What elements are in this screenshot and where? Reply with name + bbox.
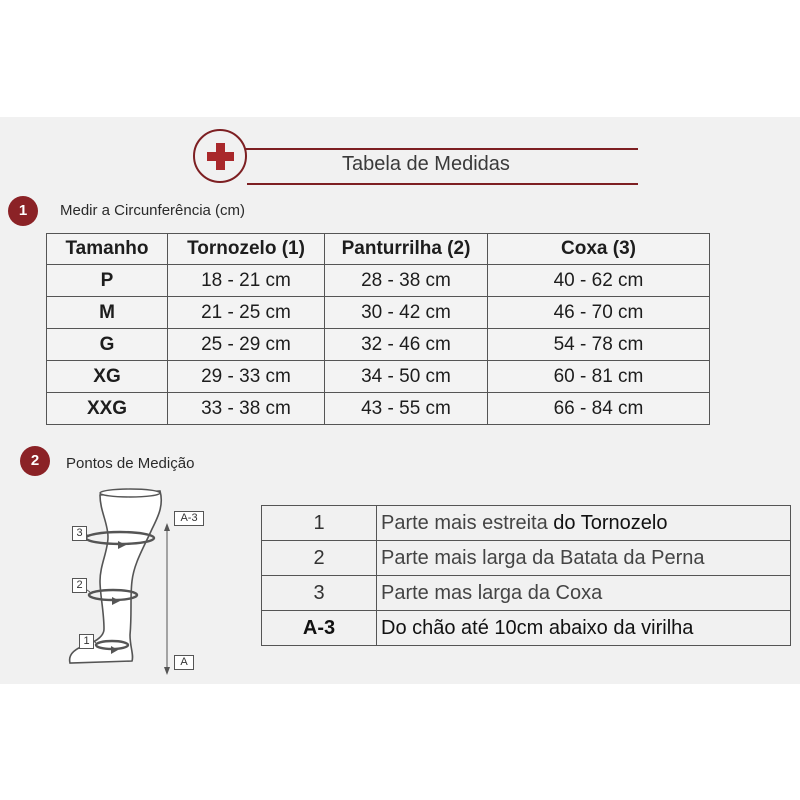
marker-label-2: 2: [72, 578, 87, 593]
marker-label-a: A: [174, 655, 194, 670]
point-description: [377, 506, 791, 541]
table-cell: 21 - 25 cm: [168, 297, 325, 329]
table-cell: 25 - 29 cm: [168, 329, 325, 361]
table-cell: 28 - 38 cm: [325, 265, 488, 297]
table-cell: 29 - 33 cm: [168, 361, 325, 393]
size-cell: XXG: [47, 393, 168, 425]
medical-cross-icon: [193, 129, 247, 183]
measurement-points-table: [261, 505, 791, 646]
point-description: Parte mais larga da Batata da Perna: [377, 541, 791, 576]
marker-label-a3: A-3: [174, 511, 204, 526]
table-row: [262, 541, 791, 576]
point-description-text: Parte mais estreita: [381, 511, 554, 534]
point-description: Do chão até 10cm abaixo da virilha: [377, 611, 791, 646]
header-bottom-line: [247, 183, 638, 185]
section-number-badge: 2: [20, 446, 50, 476]
section-label-measure: Medir a Circunferência (cm): [60, 202, 246, 219]
size-cell: XG: [47, 361, 168, 393]
page-title: Tabela de Medidas: [342, 153, 510, 175]
section-number-badge: 1: [8, 196, 38, 226]
header-top-line: [220, 148, 638, 150]
table-cell: 33 - 38 cm: [168, 393, 325, 425]
size-cell: P: [47, 265, 168, 297]
size-table: [46, 233, 710, 425]
table-cell: 43 - 55 cm: [325, 393, 488, 425]
column-header: Tamanho: [47, 234, 168, 265]
point-number: A-3: [262, 611, 377, 646]
table-cell: 54 - 78 cm: [488, 329, 710, 361]
table-header-row: [47, 234, 710, 265]
point-number: 2: [262, 541, 377, 576]
marker-label-1: 1: [79, 634, 94, 649]
table-cell: 18 - 21 cm: [168, 265, 325, 297]
table-cell: 40 - 62 cm: [488, 265, 710, 297]
column-header: Panturrilha (2): [325, 234, 488, 265]
table-row: [47, 265, 710, 297]
table-cell: 32 - 46 cm: [325, 329, 488, 361]
table-row: [262, 576, 791, 611]
size-cell: M: [47, 297, 168, 329]
table-cell: 66 - 84 cm: [488, 393, 710, 425]
marker-label-3: 3: [72, 526, 87, 541]
column-header: Tornozelo (1): [168, 234, 325, 265]
point-description-emphasis: do Tornozelo: [553, 511, 668, 534]
table-cell: 46 - 70 cm: [488, 297, 710, 329]
table-row: [47, 329, 710, 361]
point-description: Parte mas larga da Coxa: [377, 576, 791, 611]
column-header: Coxa (3): [488, 234, 710, 265]
table-row: [47, 297, 710, 329]
size-cell: G: [47, 329, 168, 361]
point-number: 1: [262, 506, 377, 541]
section-label-points: Pontos de Medição: [66, 455, 195, 472]
table-cell: 60 - 81 cm: [488, 361, 710, 393]
table-row: [47, 361, 710, 393]
table-row: [262, 506, 791, 541]
point-number: 3: [262, 576, 377, 611]
table-cell: 34 - 50 cm: [325, 361, 488, 393]
table-cell: 30 - 42 cm: [325, 297, 488, 329]
table-row: [47, 393, 710, 425]
table-row: [262, 611, 791, 646]
